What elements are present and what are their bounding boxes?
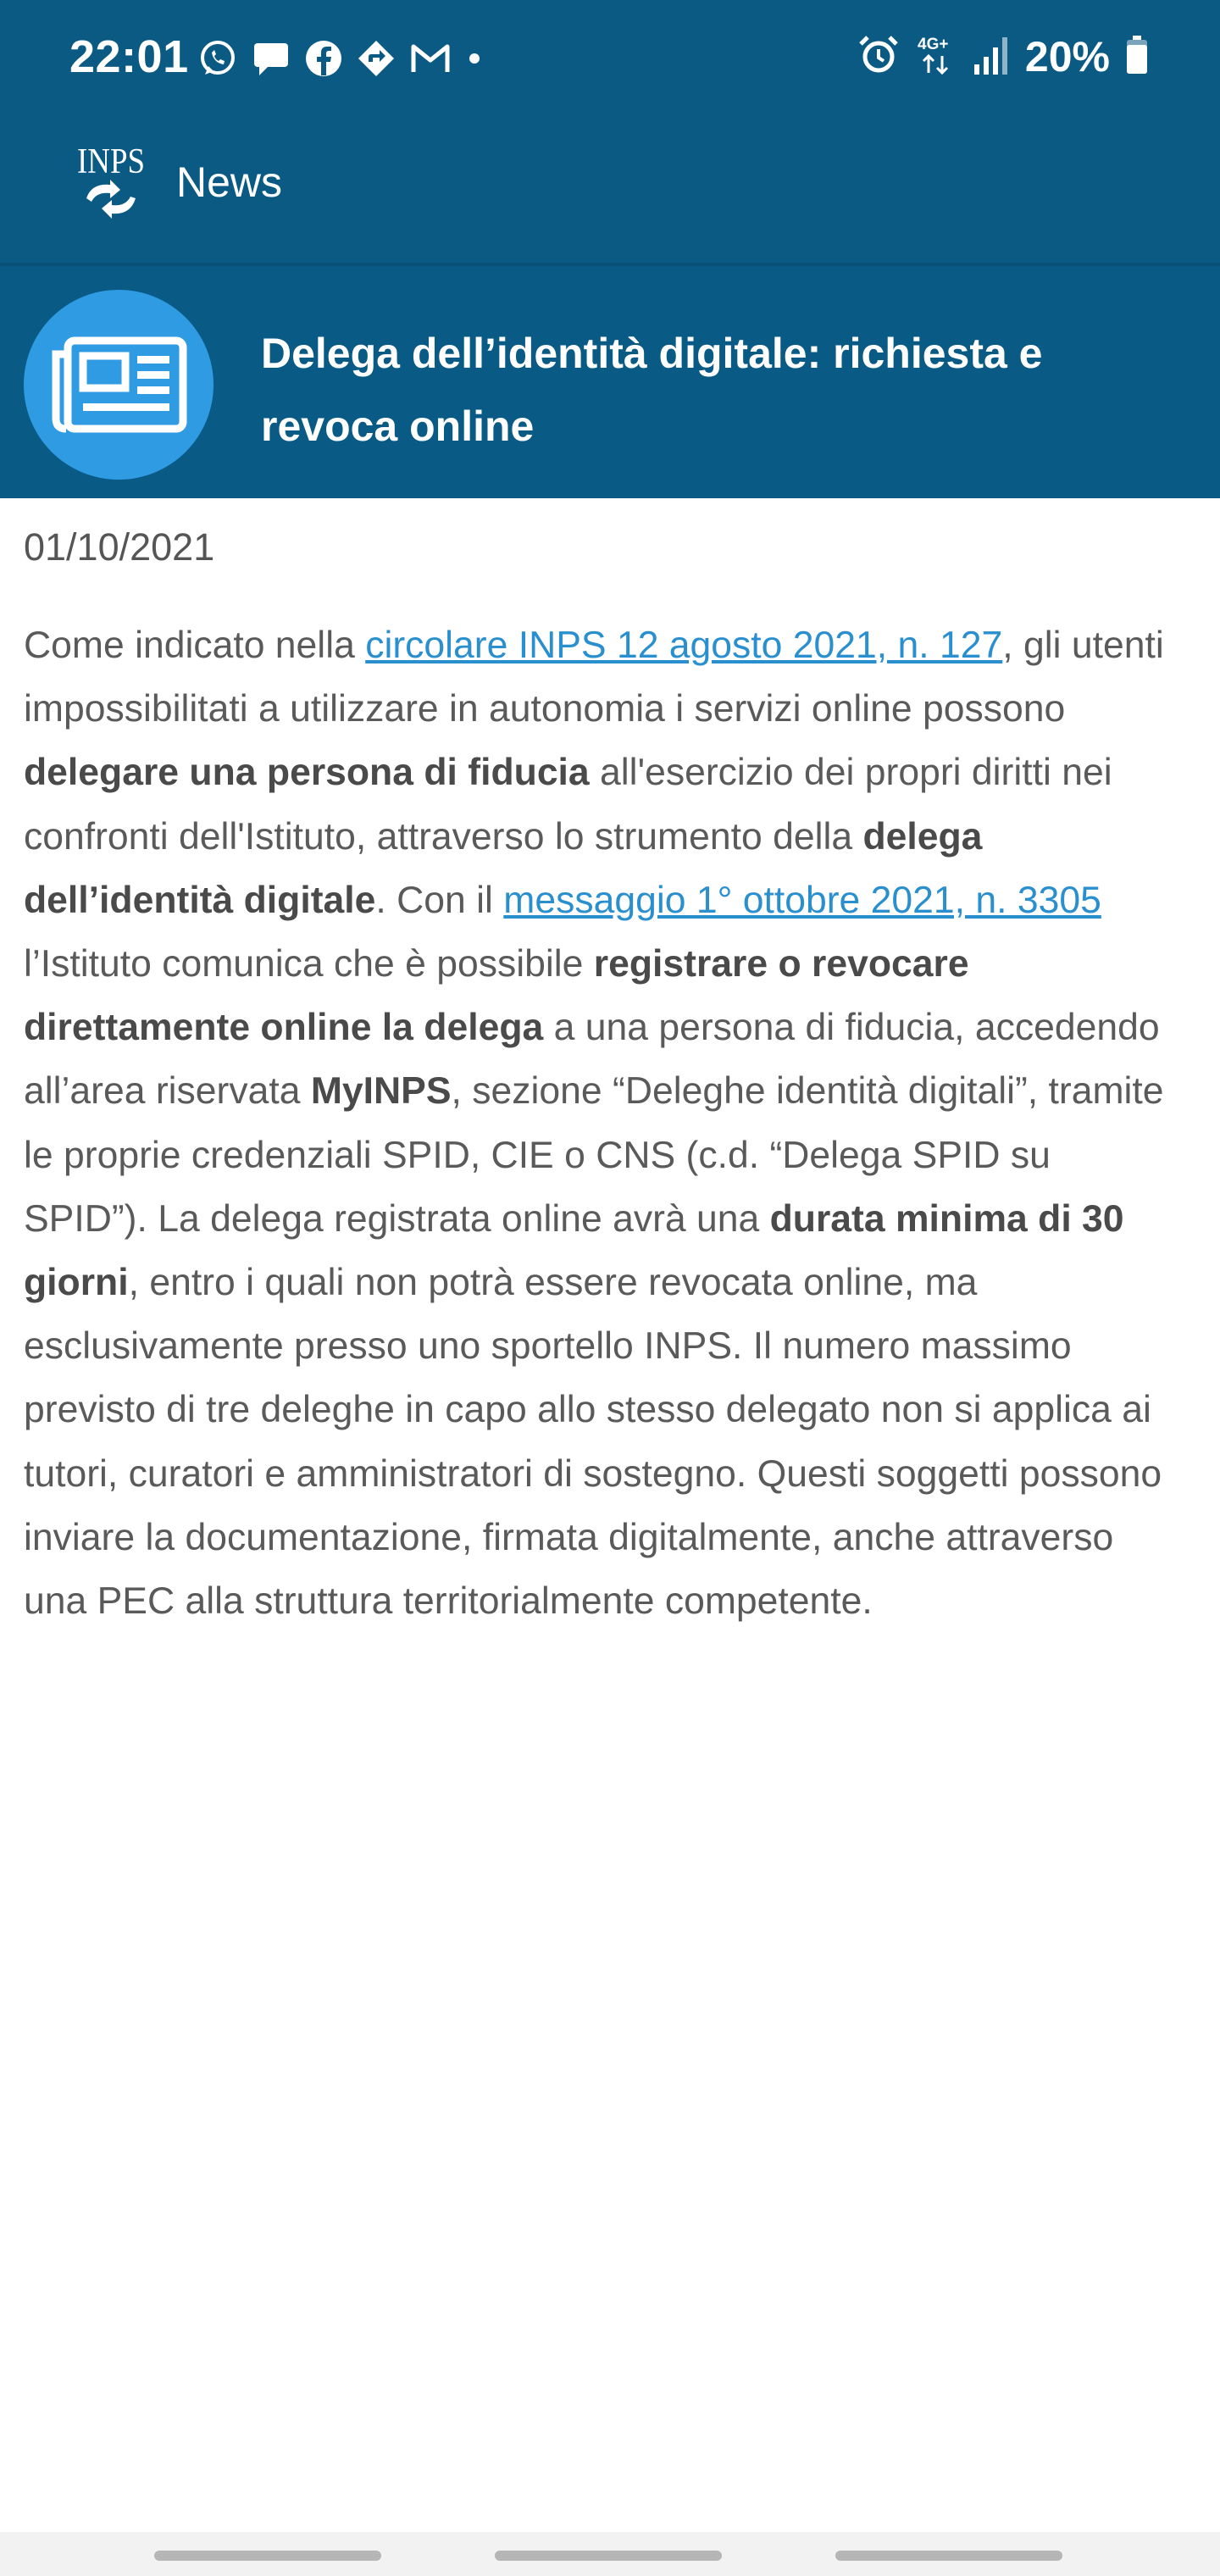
article-title: Delega dell’identità digitale: richiesta e revoca online [261, 330, 1043, 450]
inps-logo[interactable] [73, 130, 149, 232]
message-icon [251, 38, 291, 79]
body-bold: MyINPS [310, 1070, 452, 1113]
body-text: , gli utenti impossibilitati a utilizzare in autonomia i servizi online possono [24, 625, 1164, 730]
article-header [0, 263, 1220, 498]
news-icon-circle [24, 290, 214, 480]
body-bold: registrare o revocare direttamente online la delega [24, 943, 969, 1049]
more-dot-icon [464, 38, 485, 79]
data-arrows-icon [915, 32, 957, 82]
article-content [24, 525, 1184, 1633]
circolare-link[interactable]: circolare INPS 12 agosto 2021, n. 127 [365, 625, 1003, 666]
body-bold: delegare una persona di fiducia [24, 752, 590, 794]
messaggio-link[interactable]: messaggio 1° ottobre 2021, n. 3305 [503, 879, 1101, 921]
body-text: , sezione “Deleghe identità digitali”, tramite le proprie credenziali SPID, CIE o CNS (c.d. “Delega SPID su SPID”). La delega registrata online avrà una [24, 1070, 1164, 1240]
network-type-label: 4G+ [917, 35, 949, 53]
body-bold: durata minima di 30 giorni [24, 1197, 1124, 1304]
nav-home-button[interactable] [495, 2551, 722, 2561]
whatsapp-icon [197, 37, 239, 80]
status-bar [0, 0, 1220, 119]
status-time: 22:01 [69, 31, 189, 82]
body-bold: delega dell’identità digitale [24, 815, 983, 921]
nav-recents-button[interactable] [154, 2551, 381, 2561]
body-text: . Con il [375, 879, 504, 921]
notification-icons [197, 36, 485, 81]
app-title: News [176, 158, 283, 206]
alarm-icon [857, 34, 900, 80]
status-right-group [857, 31, 1149, 83]
body-text: all'esercizio dei propri diritti nei confronti dell'Istituto, attraverso lo strumento della [24, 752, 1112, 858]
signal-icon [973, 34, 1010, 80]
body-text: l’Istituto comunica che è possibile [24, 943, 594, 985]
app-bar [0, 119, 1220, 263]
logo-text: INPS [77, 142, 145, 181]
nav-back-button[interactable] [835, 2551, 1062, 2561]
battery-icon [1125, 35, 1149, 80]
facebook-icon [303, 38, 344, 79]
body-text: Come indicato nella [24, 625, 366, 666]
article-date: 01/10/2021 [24, 525, 215, 569]
battery-percentage: 20% [1024, 33, 1110, 80]
system-nav-bar [0, 2532, 1220, 2576]
article-body [24, 613, 1184, 1633]
body-text: a una persona di fiducia, accedendo all’area riservata [24, 1007, 1160, 1113]
body-text: , entro i quali non potrà essere revocata online, ma esclusivamente presso uno sportello INPS. Il numero massimo previsto di tre deleghe in capo allo stesso delegato non si applica ai tutori, curatori e amministratori di sostegno. Questi soggetti possono inviare la documentazione, firmata digitalmente, anche attraverso una PEC alla struttura territorialmente competente. [24, 1262, 1162, 1623]
nav-app-icon [356, 38, 396, 79]
newspaper-icon [49, 334, 188, 436]
gmail-icon [408, 38, 452, 79]
